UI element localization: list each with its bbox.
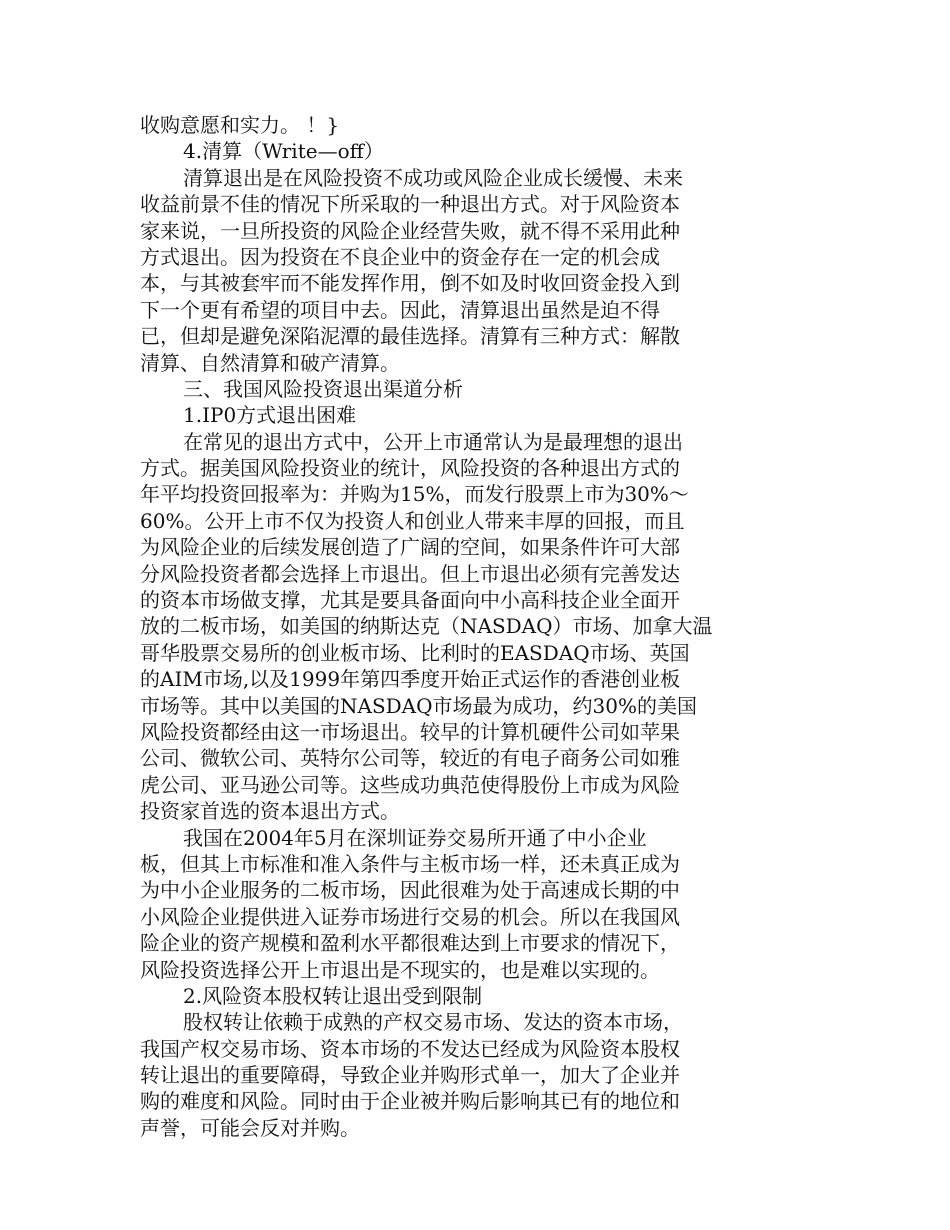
text-line: 投资家首选的资本退出方式。 <box>140 799 400 824</box>
text-line: 虎公司、亚马逊公司等。这些成功典范使得股份上市成为风险 <box>140 772 680 797</box>
text-line: 的资本市场做支撑，尤其是要具备面向中小高科技企业全面开 <box>140 588 680 613</box>
text-line: 险企业的资产规模和盈利水平都很难达到上市要求的情况下， <box>140 931 680 956</box>
text-line: 收购意愿和实力。 ！} <box>140 113 340 137</box>
text-line: 家来说，一旦所投资的风险企业经营失败，就不得不采用此种 <box>140 218 680 243</box>
text-line: 市场等。其中以美国的NASDAQ市场最为成功，约30%的美国 <box>140 693 697 718</box>
text-line: 我国产权交易市场、资本市场的不发达已经成为风险资本股权 <box>140 1036 680 1061</box>
text-line: 板，但其上市标准和准入条件与主板市场一样，还未真正成为 <box>140 851 680 876</box>
text-line: 在常见的退出方式中，公开上市通常认为是最理想的退出 <box>183 429 683 454</box>
text-line: 转让退出的重要障碍，导致企业并购形式单一，加大了企业并 <box>140 1063 680 1088</box>
text-line: 已，但却是避免深陷泥潭的最佳选择。清算有三种方式：解散 <box>140 324 680 349</box>
text-line: 股权转让依赖于成熟的产权交易市场、发达的资本市场， <box>183 1010 683 1035</box>
text-line: 小风险企业提供进入证券市场进行交易的机会。所以在我国风 <box>140 904 680 929</box>
text-line: 年平均投资回报率为：并购为15%，而发行股票上市为30%～ <box>140 482 689 507</box>
text-line: 清算退出是在风险投资不成功或风险企业成长缓慢、未来 <box>183 165 683 190</box>
text-line: 的AIM市场,以及1999年第四季度开始正式运作的香港创业板 <box>140 667 681 692</box>
text-line: 60%。公开上市不仅为投资人和创业人带来丰厚的回报，而且 <box>140 508 685 533</box>
text-line: 清算、自然清算和破产清算。 <box>140 350 400 375</box>
text-line: 为风险企业的后续发展创造了广阔的空间，如果条件许可大部 <box>140 535 680 560</box>
text-line: 本，与其被套牢而不能发挥作用，倒不如及时收回资金投入到 <box>140 271 680 296</box>
text-line: 下一个更有希望的项目中去。因此，清算退出虽然是迫不得 <box>140 297 660 322</box>
text-line: 风险投资都经由这一市场退出。较早的计算机硬件公司如苹果 <box>140 719 680 744</box>
text-line: 声誉，可能会反对并购。 <box>140 1115 360 1140</box>
text-line: 风险投资选择公开上市退出是不现实的，也是难以实现的。 <box>140 957 660 982</box>
text-line: 购的难度和风险。同时由于企业被并购后影响其已有的地位和 <box>140 1089 680 1114</box>
text-line: 为中小企业服务的二板市场，因此很难为处于高速成长期的中 <box>140 878 680 903</box>
text-line: 方式退出。因为投资在不良企业中的资金存在一定的机会成 <box>140 244 660 269</box>
text-line: 收益前景不佳的情况下所采取的一种退出方式。对于风险资本 <box>140 192 680 217</box>
text-line: 公司、微软公司、英特尔公司等，较近的有电子商务公司如雅 <box>140 746 680 771</box>
text-line: 放的二板市场，如美国的纳斯达克（NASDAQ）市场、加拿大温 <box>140 614 713 639</box>
text-line: 方式。据美国风险投资业的统计，风险投资的各种退出方式的 <box>140 456 680 481</box>
text-line: 2.风险资本股权转让退出受到限制 <box>183 983 483 1008</box>
text-line: 三、我国风险投资退出渠道分析 <box>183 376 463 401</box>
text-line: 1.IP0方式退出困难 <box>183 403 357 428</box>
text-line: 分风险投资者都会选择上市退出。但上市退出必须有完善发达 <box>140 561 680 586</box>
text-line: 我国在2004年5月在深圳证券交易所开通了中小企业 <box>183 825 647 850</box>
document-body <box>140 112 760 1141</box>
text-line: 哥华股票交易所的创业板市场、比利时的EASDAQ市场、英国 <box>140 640 690 665</box>
text-line: 4.清算（Write—off） <box>183 139 384 164</box>
